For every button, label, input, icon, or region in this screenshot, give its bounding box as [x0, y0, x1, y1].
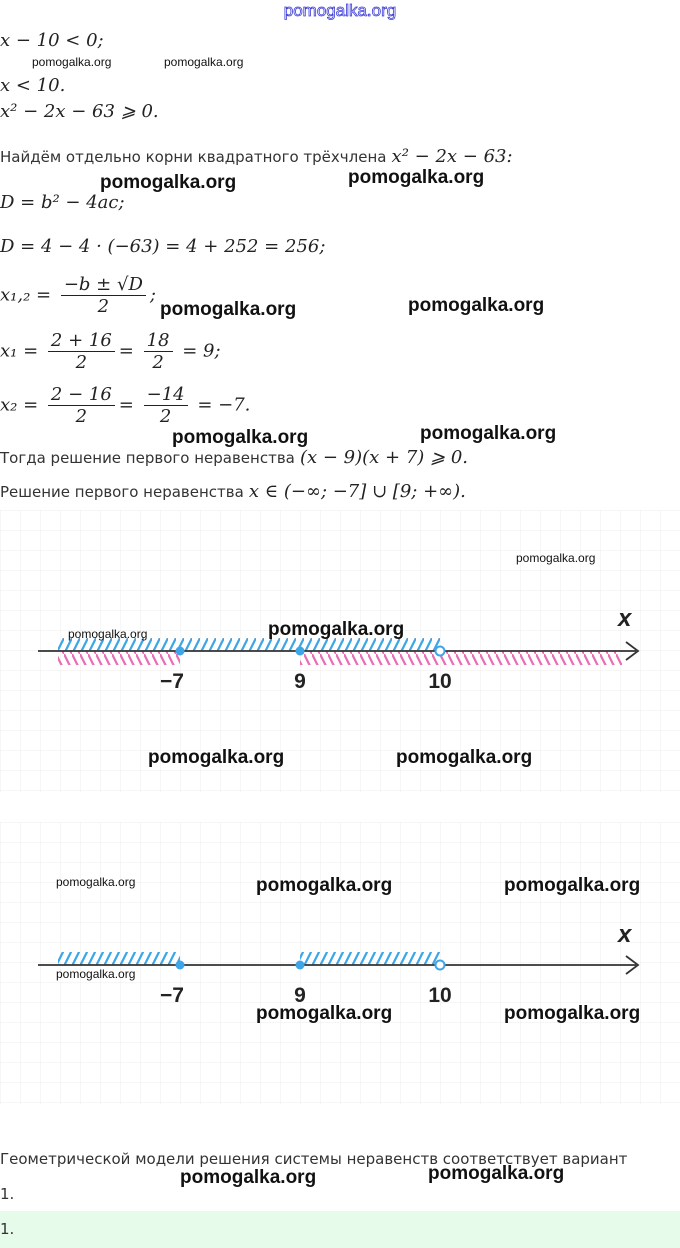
- solution-hatch-left: [58, 952, 180, 965]
- root-x1-den1: 2: [75, 352, 88, 373]
- watermark: pomogalka.org: [396, 747, 533, 768]
- solution-expr: x ∈ (−∞; −7] ∪ [9; +∞).: [248, 481, 466, 502]
- then-line: [0, 447, 468, 468]
- root-x1-line: x₁ = $\frac{2 + 16}{2}$ = $\frac{18}{2}$ = 9;: [0, 330, 221, 373]
- inequality-line-3: x² − 2x − 63 ⩾ 0.: [0, 101, 159, 122]
- watermark-top: pomogalka.org: [283, 1, 397, 20]
- point-10-open: [436, 647, 445, 656]
- watermark: pomogalka.org: [268, 619, 405, 640]
- point-10-open: [436, 961, 445, 970]
- point-9: [296, 647, 305, 656]
- solution-line: [0, 481, 466, 502]
- watermark: pomogalka.org: [164, 55, 244, 69]
- axis-label: x: [618, 605, 632, 632]
- watermark: pomogalka.org: [32, 55, 112, 69]
- pink-hatch-right: [300, 651, 622, 665]
- solution-text: Решение первого неравенства: [0, 483, 244, 501]
- solution-hatch-right: [300, 952, 440, 965]
- roots-intro-line: [0, 146, 513, 167]
- watermark: pomogalka.org: [172, 427, 309, 448]
- root-x2-line: x₂ = $\frac{2 - 16}{2}$ = $\frac{-14}{2}$ = −7.: [0, 384, 251, 427]
- watermark: pomogalka.org: [420, 423, 557, 444]
- inequality-line-1: x − 10 < 0;: [0, 30, 104, 51]
- inequality-line-2: x < 10.: [0, 75, 66, 96]
- roots-intro-text: Найдём отдельно корни квадратного трёхчлена: [0, 148, 387, 166]
- root-x1-den2: 2: [152, 352, 164, 373]
- root-x1-frac1: [48, 330, 115, 373]
- tick-label-9: 9: [294, 984, 306, 1007]
- watermark: pomogalka.org: [68, 627, 148, 641]
- tick-label-9: 9: [294, 670, 306, 693]
- point-9: [296, 961, 305, 970]
- tick-label-10: 10: [428, 984, 452, 1007]
- watermark: pomogalka.org: [100, 172, 237, 193]
- root-x1-num1: 2 + 16: [48, 330, 115, 352]
- watermark: pomogalka.org: [148, 747, 285, 768]
- number-line-graph-2: [0, 822, 680, 1104]
- root-x1-frac2: [144, 330, 173, 373]
- tick-label-minus7: −7: [160, 670, 184, 693]
- roots-formula-fraction: [61, 274, 146, 317]
- discriminant-formula: D = b² − 4ac;: [0, 192, 125, 213]
- root-x1-result: = 9;: [182, 340, 221, 362]
- answer-text: 1.: [0, 1220, 15, 1238]
- conclusion-text: Геометрической модели решения системы неравенств соответствует вариант: [0, 1150, 628, 1168]
- answer-box: [0, 1211, 680, 1248]
- root-x2-lhs: x₂ =: [0, 394, 39, 416]
- number-line-svg-2: [0, 822, 680, 1104]
- watermark: pomogalka.org: [180, 1167, 317, 1188]
- root-x2-den1: 2: [75, 406, 88, 427]
- watermark: pomogalka.org: [56, 875, 136, 889]
- roots-formula-num: −b ± √D: [61, 274, 146, 296]
- root-x2-num1: 2 − 16: [48, 384, 115, 406]
- root-x2-frac1: [48, 384, 115, 427]
- root-x2-num2: −14: [144, 384, 188, 406]
- tick-label-10: 10: [428, 670, 452, 693]
- discriminant-value: D = 4 − 4 · (−63) = 4 + 252 = 256;: [0, 236, 326, 257]
- axis-label: x: [618, 921, 632, 948]
- roots-intro-expr: x² − 2x − 63:: [391, 146, 513, 167]
- watermark: pomogalka.org: [516, 551, 596, 565]
- point-minus7: [176, 961, 185, 970]
- root-x1-lhs: x₁ =: [0, 340, 39, 362]
- then-text: Тогда решение первого неравенства: [0, 449, 295, 467]
- tick-label-minus7: −7: [160, 984, 184, 1007]
- watermark: pomogalka.org: [256, 1003, 393, 1024]
- watermark: pomogalka.org: [256, 875, 393, 896]
- watermark: pomogalka.org: [504, 1003, 641, 1024]
- watermark: pomogalka.org: [428, 1163, 565, 1184]
- point-minus7: [176, 647, 185, 656]
- watermark: pomogalka.org: [504, 875, 641, 896]
- roots-formula-lhs: x₁,₂ =: [0, 284, 52, 306]
- watermark: pomogalka.org: [160, 299, 297, 320]
- watermark: pomogalka.org: [408, 295, 545, 316]
- root-x1-num2: 18: [144, 330, 173, 352]
- root-x2-result: = −7.: [197, 394, 251, 416]
- roots-formula: x₁,₂ = $\frac{-b \pm √D}{2}$ ;: [0, 274, 156, 317]
- root-x2-den2: 2: [159, 406, 172, 427]
- option-text: 1.: [0, 1185, 15, 1203]
- watermark: pomogalka.org: [348, 167, 485, 188]
- roots-formula-den: 2: [97, 296, 110, 317]
- then-expr: (x − 9)(x + 7) ⩾ 0.: [299, 447, 468, 468]
- root-x2-frac2: [144, 384, 188, 427]
- pink-hatch-left: [58, 651, 180, 665]
- watermark: pomogalka.org: [56, 967, 136, 981]
